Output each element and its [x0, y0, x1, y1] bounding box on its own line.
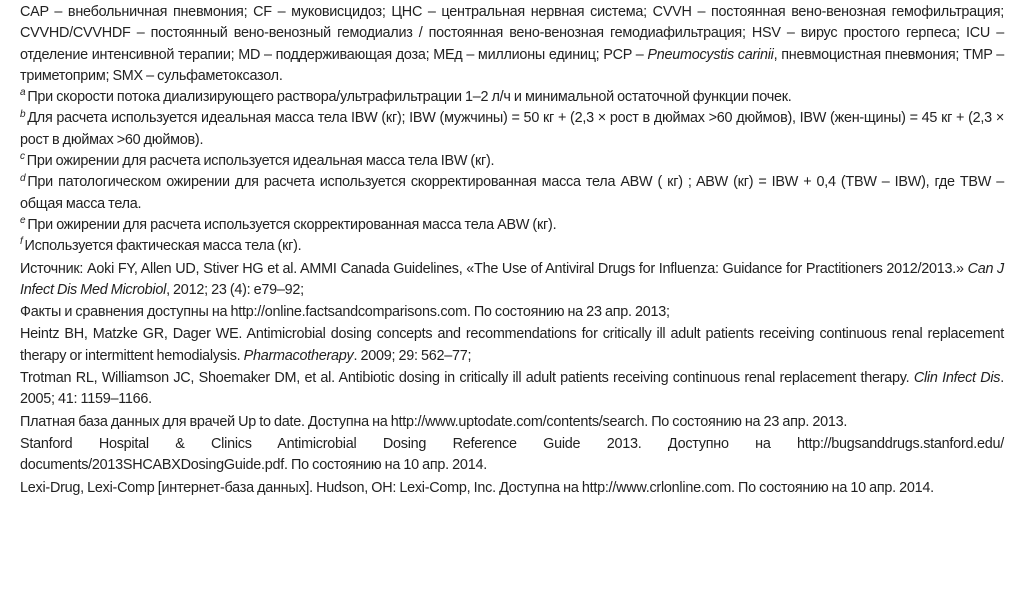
footnote-text: При ожирении для расчета используется скорректированная масса тела ABW (кг).: [27, 216, 557, 233]
pcp-species-name: Pneumocystis carinii: [647, 46, 774, 63]
footnote-mark: c: [20, 151, 25, 163]
footnote-mark: b: [20, 108, 26, 120]
reference-journal: Pharmacotherapy: [243, 347, 354, 364]
reference-text: Lexi-Drug, Lexi-Comp [интернет-база данных]. Hudson, OH: Lexi-Comp, Inc. Доступна на http://www.crlonline.com. По состоянию на 10 апр. 2014.: [20, 479, 934, 496]
reference-journal: Clin Infect Dis: [913, 370, 1001, 387]
reference-heintz: [20, 324, 1004, 367]
reference-facts-and-comparisons: [20, 302, 1004, 323]
reference-text: Heintz BH, Matzke GR, Dager WE. Antimicrobial dosing concepts and recommendations for critically ill adult patients receiving continuous renal replacement therapy or intermittent hemodialysis.: [20, 326, 1004, 364]
reference-text: Факты и сравнения доступны на http://online.factsandcomparisons.com. По состоянию на 23 апр. 2013;: [20, 304, 670, 321]
footnote-d: [20, 172, 1004, 215]
reference-text: Stanford Hospital & Clinics Antimicrobial Dosing Reference Guide 2013. Доступно на http://bugsanddrugs.stanford.edu/ documents/2013SHCABXDosingGuide.pdf. По состоянию на 10 апр. 2014.: [20, 435, 1004, 474]
footnote-text: Для расчета используется идеальная масса тела IBW (кг); IBW (мужчины) = 50 кг + (2,3 × рост в дюймах >60 дюймов), IBW (жен-щины) = 45 кг + (2,3 × рост в дюймах >60 дюймов).: [20, 110, 1004, 148]
reference-citation: . 2005; 41: 1159–1166.: [20, 370, 1004, 408]
footnote-text: Используется фактическая масса тела (кг).: [24, 238, 302, 255]
abbreviations-paragraph: [20, 2, 1004, 87]
footnote-f: [20, 236, 1004, 257]
footnote-b: [20, 108, 1004, 151]
footnote-text: При ожирении для расчета используется идеальная масса тела IBW (кг).: [26, 153, 495, 170]
reference-citation: , 2012; 23 (4): e79–92;: [166, 281, 304, 298]
footnote-mark: d: [20, 172, 26, 184]
abbreviations-text-end: , пневмоцистная пневмония; TMP – триметоприм; SMX – сульфаметоксазол.: [20, 46, 1004, 84]
reference-aoki: [20, 259, 1004, 302]
footnote-mark: a: [20, 87, 26, 99]
reference-text: Trotman RL, Williamson JC, Shoemaker DM, et al. Antibiotic dosing in critically ill adult patients receiving continuous renal replacement therapy.: [20, 370, 914, 387]
document-page: [20, 2, 1004, 499]
footnote-mark: e: [20, 215, 26, 227]
reference-text: Платная база данных для врачей Up to date. Доступна на http://www.uptodate.com/contents/search. По состоянию на 23 апр. 2013.: [20, 413, 848, 430]
reference-lexi-drug: [20, 478, 1004, 499]
abbreviations-text: CAP – внебольничная пневмония; CF – муковисцидоз; ЦНС – центральная нервная система; CVVH – постоянная вено-венозная гемофильтрация; CVVHD/CVVHDF – постоянный вено-венозный гемодиализ / постоянная вено-венозная гемодиафильтрация; HSV – вирус простого герпеса; ICU – отделение интенсивной терапии; MD – поддерживающая доза; МЕд – миллионы единиц; PCP –: [20, 4, 1004, 63]
footnote-e: [20, 215, 1004, 236]
reference-stanford: [20, 434, 1004, 477]
footnote-mark: f: [20, 236, 23, 248]
footnote-c: [20, 151, 1004, 172]
reference-trotman: [20, 368, 1004, 411]
footnote-text: При патологическом ожирении для расчета используется скорректированная масса тела ABW ( кг) ; ABW (кг) = IBW + 0,4 (TBW – IBW), где TBW – общая масса тела.: [20, 174, 1004, 212]
reference-citation: . 2009; 29: 562–77;: [353, 347, 472, 364]
reference-journal: Can J Infect Dis Med Microbiol: [20, 260, 1004, 298]
reference-text: Источник: Aoki FY, Allen UD, Stiver HG et al. AMMI Canada Guidelines, «The Use of Antiviral Drugs for Influenza: Guidance for Practitioners 2012/2013.»: [20, 260, 968, 277]
footnote-text: При скорости потока диализирующего раствора/ультрафильтрации 1–2 л/ч и минимальной остаточной функции почек.: [27, 89, 792, 106]
reference-uptodate: [20, 412, 1004, 433]
footnote-a: [20, 87, 1004, 108]
